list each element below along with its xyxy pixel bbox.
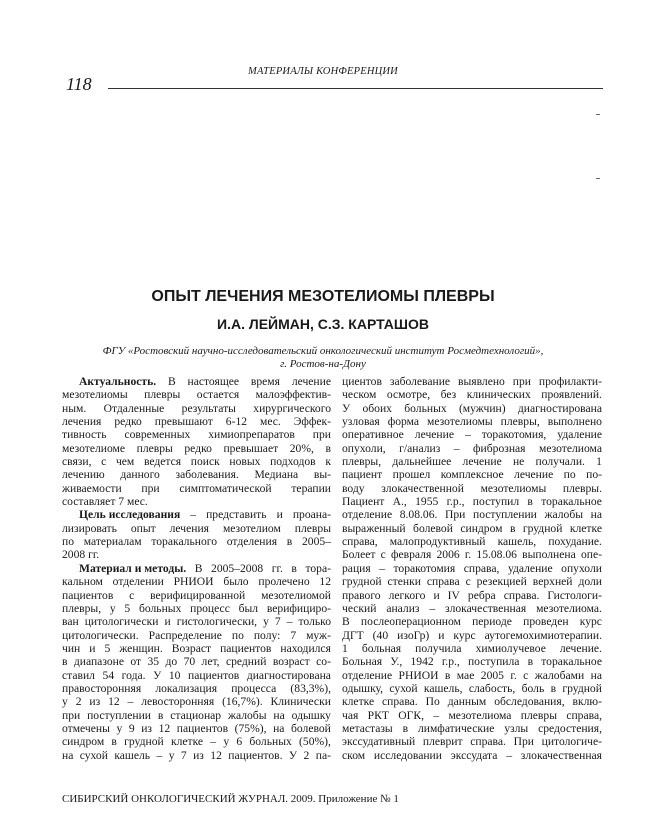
text-line: оперативное лечение – торакотомия, удаление (342, 428, 602, 442)
margin-mark (596, 178, 600, 179)
text-line: лечению данного заболевания. Медиана вы- (62, 468, 331, 482)
text-line: справа, малопродуктивный кашель, похудание. (342, 535, 602, 549)
text-line: связи, с чем ведется поиск новых подходов к (62, 455, 331, 469)
text-line: грудной стенки справа с резекцией верхней доли (342, 575, 602, 589)
text-line: рация – торакотомия справа, удаление опухоли (342, 561, 602, 575)
text-line: ставил 54 года. У 10 пациентов диагностирована (62, 668, 331, 682)
line-text: 2008 гг. (62, 548, 100, 562)
text-line: правого легкого и IV ребра справа. Гистологи- (342, 588, 602, 602)
text-line: В послеоперационном периоде проведен курс (342, 615, 602, 629)
text-line: опухоли, г/анализ – фиброзная мезотелиома (342, 441, 602, 455)
text-line: на сухой кашель – у 7 из 12 пациентов. У 2 па- (62, 748, 331, 762)
text-line: одышку, сухой кашель, слабость, боль в грудной (342, 681, 602, 695)
text-line: по материалам торакального отделения в 2005– (62, 535, 331, 549)
text-line: чая РКТ ОГК, – мезотелиома плевры справа, (342, 708, 602, 722)
page-number: 118 (66, 74, 92, 94)
text-line: тивность современных химиопрепаратов при (62, 428, 331, 442)
text-line: экссудативный плеврит справа. При цитологиче- (342, 735, 602, 749)
text-line: при поступлении в стационар жалобы на одышку (62, 708, 331, 722)
text-line: циентов заболевание выявлено при профилакти- (342, 375, 602, 388)
text-line: плевры, у 5 больных процесс был верифициро- (62, 601, 331, 615)
section-lead: Актуальность. (79, 375, 157, 388)
text-line: Цель исследования – представить и проана- (79, 508, 331, 522)
text-line: воду злокачественной мезотелиомы плевры. (342, 481, 602, 495)
text-line: Материал и методы. В 2005–2008 гг. в тора- (79, 561, 331, 575)
text-line: Больная У., 1942 г.р., поступила в торакальное (342, 655, 602, 669)
text-line: ным. Отдаленные результаты хирургического (62, 401, 331, 415)
journal-footer: СИБИРСКИЙ ОНКОЛОГИЧЕСКИЙ ЖУРНАЛ. 2009. Приложение № 1 (62, 793, 399, 805)
text-line: ван цитологически и гистологически, у 7 – только (62, 615, 331, 629)
line-text: составляет 7 мес. (62, 495, 148, 509)
text-line: ДГТ (40 изоГр) и курс аутогемохимиотерапии. (342, 628, 602, 642)
text-line: лечения редко превышают 6-12 мес. Эффек- (62, 415, 331, 429)
text-line: У обоих больных (мужчин) диагностирована (342, 401, 602, 415)
text-line: узловая форма мезотелиомы плевры, выполнено (342, 415, 602, 429)
text-line: чин и 5 женщин. Возраст пациентов находился (62, 641, 331, 655)
article-title: ОПЫТ ЛЕЧЕНИЯ МЕЗОТЕЛИОМЫ ПЛЕВРЫ (151, 288, 495, 305)
header-rule (108, 88, 603, 89)
text-line: лизировать опыт лечения мезотелиом плевры (62, 521, 331, 535)
text-line: отделение РНИОИ в мае 2005 г. с жалобами на (342, 668, 602, 682)
text-line: выраженный болевой синдром в грудной клетке (342, 521, 602, 535)
article-authors: И.А. ЛЕЙМАН, С.З. КАРТАШОВ (217, 316, 429, 332)
text-line: цитологически. Распределение по полу: 7 муж- (62, 628, 331, 642)
text-line: Болеет с февраля 2006 г. 15.08.06 выполнена опе- (342, 548, 602, 562)
article-affiliation (0, 345, 646, 371)
text-line: метастазы в лимфатические узлы средостения, (342, 721, 602, 735)
text-line: клетке справа. По данным обследования, вклю- (342, 695, 602, 709)
text-line: мезотелиомы плевры остается малоэффектив- (62, 388, 331, 402)
left-column (62, 375, 331, 762)
text-line: отмечены у 9 из 12 пациентов (75%), на болевой (62, 721, 331, 735)
text-line: ческий анализ – злокачественная мезотелиома. (342, 601, 602, 615)
text-line: ском исследовании экссудата – злокачественная (342, 748, 602, 762)
text-line: пациентов с верифицированной мезотелиомой (62, 588, 331, 602)
text-line: ческом осмотре, без клинических проявлений. (342, 388, 602, 402)
text-line: Пациент А., 1955 г.р., поступил в торакальное (342, 495, 602, 509)
text-line: отделение 8.08.06. При поступлении жалобы на (342, 508, 602, 522)
text-line: пациент прошел комплексное лечение по по- (342, 468, 602, 482)
text-line (62, 495, 331, 508)
right-column (342, 375, 602, 762)
text-line: плевры, дальнейшее лечение не получали. 1 (342, 455, 602, 469)
text-line: синдром в грудной клетке – у 6 больных (50%), (62, 735, 331, 749)
running-header: МАТЕРИАЛЫ КОНФЕРЕНЦИИ (248, 66, 398, 77)
text-line: правосторонняя локализация процесса (83,3%), (62, 681, 331, 695)
section-lead: Цель исследования (79, 508, 181, 522)
text-line: Актуальность. В настоящее время лечение (79, 375, 331, 388)
affiliation-line: ФГУ «Ростовский научно-исследовательский онкологический институт Росмедтехнологий», (102, 345, 544, 357)
affiliation-line: г. Ростов-на-Дону (280, 358, 366, 370)
text-line: у 2 из 12 – левосторонняя (16,7%). Клинически (62, 695, 331, 709)
text-line: мезотелиоме плевры редко превышает 20%, в (62, 441, 331, 455)
text-line (62, 548, 331, 561)
text-line: живаемости при симптоматической терапии (62, 481, 331, 495)
section-lead: Материал и методы. (79, 561, 187, 575)
margin-mark (596, 114, 600, 115)
text-line: в диапазоне от 35 до 70 лет, средний возраст со- (62, 655, 331, 669)
text-line: кальном отделении РНИОИ было пролечено 12 (62, 575, 331, 589)
text-line: 1 больная получила химиолучевое лечение. (342, 641, 602, 655)
